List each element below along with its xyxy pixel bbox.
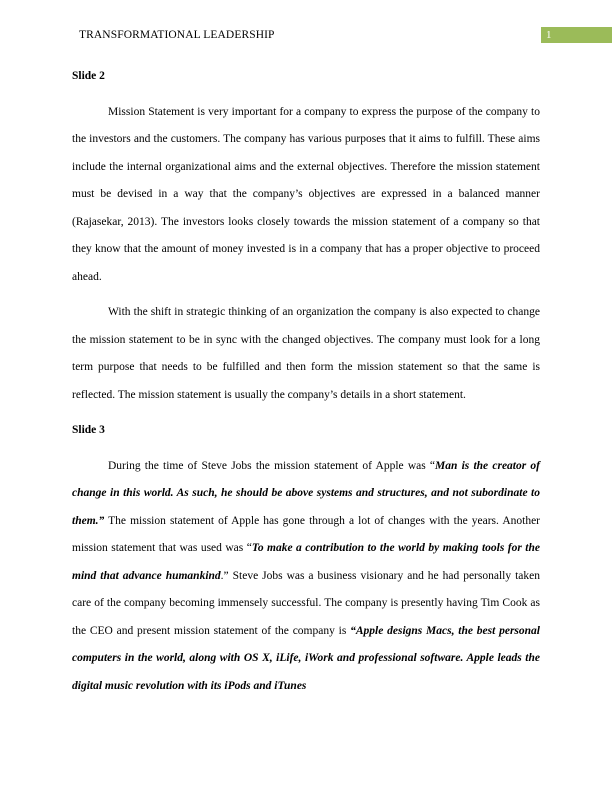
quote-mission-statement-1: Man is the creator of change in this world. As such, he should be above systems and structures, and not subordinate to them.” [72, 459, 540, 527]
page-number: 1 [541, 27, 612, 43]
section-heading-slide-3: Slide 3 [72, 424, 105, 436]
paragraph: With the shift in strategic thinking of an organization the company is also expected to change the mission statement to be in sync with the changed objectives. The company must look for a long term purpose that needs to be fulfilled and then form the mission statement so that the same is reflected. The mission statement is usually the company’s details in a short statement. [72, 306, 540, 401]
quote-mission-statement-3: “Apple designs Macs, the best personal computers in the world, along with OS X, iLife, iWork and professional software. Apple leads the digital music revolution with its iPods and iTunes [72, 624, 540, 692]
text-run: The mission statement of Apple has gone through a lot of changes with the years. Another mission statement that was used was “ [72, 514, 540, 554]
quote-mission-statement-2: To make a contribution to the world by making tools for the mind that advance humankind [72, 542, 540, 582]
section-heading-slide-2: Slide 2 [72, 70, 105, 82]
document-body [72, 63, 540, 708]
text-run: .” Steve Jobs was a business visionary and he had personally taken care of the company becoming immensely successful. The company is presently having Tim Cook as the CEO and present mission statement of the company is [72, 569, 540, 637]
running-head: TRANSFORMATIONAL LEADERSHIP [79, 29, 275, 41]
text-run: During the time of Steve Jobs the mission statement of Apple was “ [108, 459, 436, 472]
paragraph [72, 453, 540, 701]
paragraph: Mission Statement is very important for a company to express the purpose of the company to the investors and the customers. The company has various purposes that it aims to fulfill. These aims include the internal organizational aims and the external objectives. Therefore the mission statement must be devised in a way that the company’s objectives are expressed in a balanced manner (Rajasekar, 2013). The investors looks closely towards the mission statement of a company so that they know that the amount of money invested is in a company that has a proper objective to proceed ahead. [72, 105, 540, 283]
